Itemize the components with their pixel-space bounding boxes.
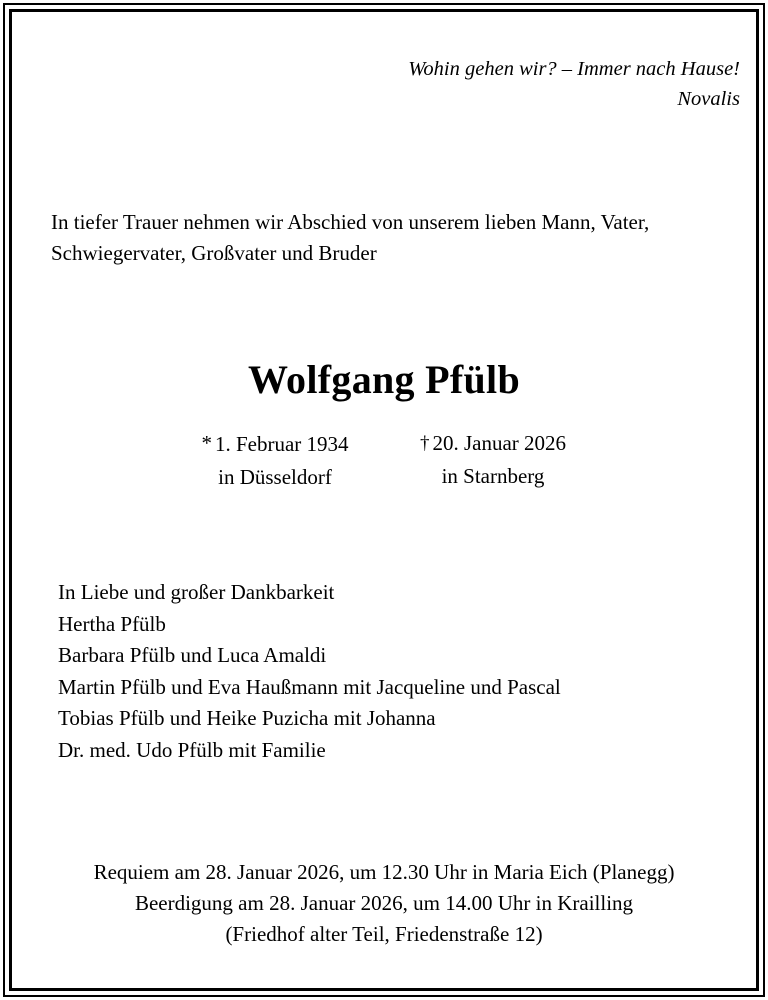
birth-place: in Düsseldorf — [218, 465, 332, 489]
burial-line: Beerdigung am 28. Januar 2026, um 14.00 Uhr in Krailling — [134, 891, 634, 915]
requiem-line: Requiem am 28. Januar 2026, um 12.30 Uhr in Maria Eich (Planegg) — [93, 860, 675, 884]
service-details — [12, 857, 756, 950]
mourner-line: Hertha Pfülb — [58, 611, 166, 636]
epigraph-author: Novalis — [677, 88, 740, 110]
cemetery-address-line: (Friedhof alter Teil, Friedenstraße 12) — [225, 922, 543, 946]
intro-text — [51, 207, 723, 269]
notice-content — [12, 12, 756, 988]
birth-column — [166, 427, 384, 494]
epigraph-quote: Wohin gehen wir? – Immer nach Hause! — [408, 58, 740, 80]
epigraph — [408, 54, 740, 114]
mourner-line: Barbara Pfülb und Luca Amaldi — [58, 643, 327, 667]
birth-date: 1. Februar 1934 — [214, 432, 349, 456]
died-symbol-icon: † — [419, 433, 430, 454]
life-dates — [12, 427, 756, 494]
death-column — [384, 427, 602, 494]
mourner-line: Martin Pfülb und Eva Haußmann mit Jacqueline und Pascal — [58, 674, 561, 699]
mourners-heading: In Liebe und großer Dankbarkeit — [58, 580, 335, 604]
mourners-block — [58, 577, 561, 766]
intro-line-1: In tiefer Trauer nehmen wir Abschied von unserem lieben Mann, Vater, — [51, 210, 650, 234]
deceased-name: Wolfgang Pfülb — [247, 357, 521, 402]
birth-date-line — [166, 427, 384, 461]
death-date-line — [384, 427, 602, 460]
intro-line-2: Schwiegervater, Großvater und Bruder — [51, 241, 377, 265]
mourner-line: Dr. med. Udo Pfülb mit Familie — [58, 737, 326, 762]
born-symbol-icon: * — [201, 431, 212, 455]
mourner-line: Tobias Pfülb und Heike Puzicha mit Johanna — [58, 706, 436, 730]
death-date: 20. Januar 2026 — [432, 431, 567, 455]
death-place: in Starnberg — [441, 464, 545, 488]
